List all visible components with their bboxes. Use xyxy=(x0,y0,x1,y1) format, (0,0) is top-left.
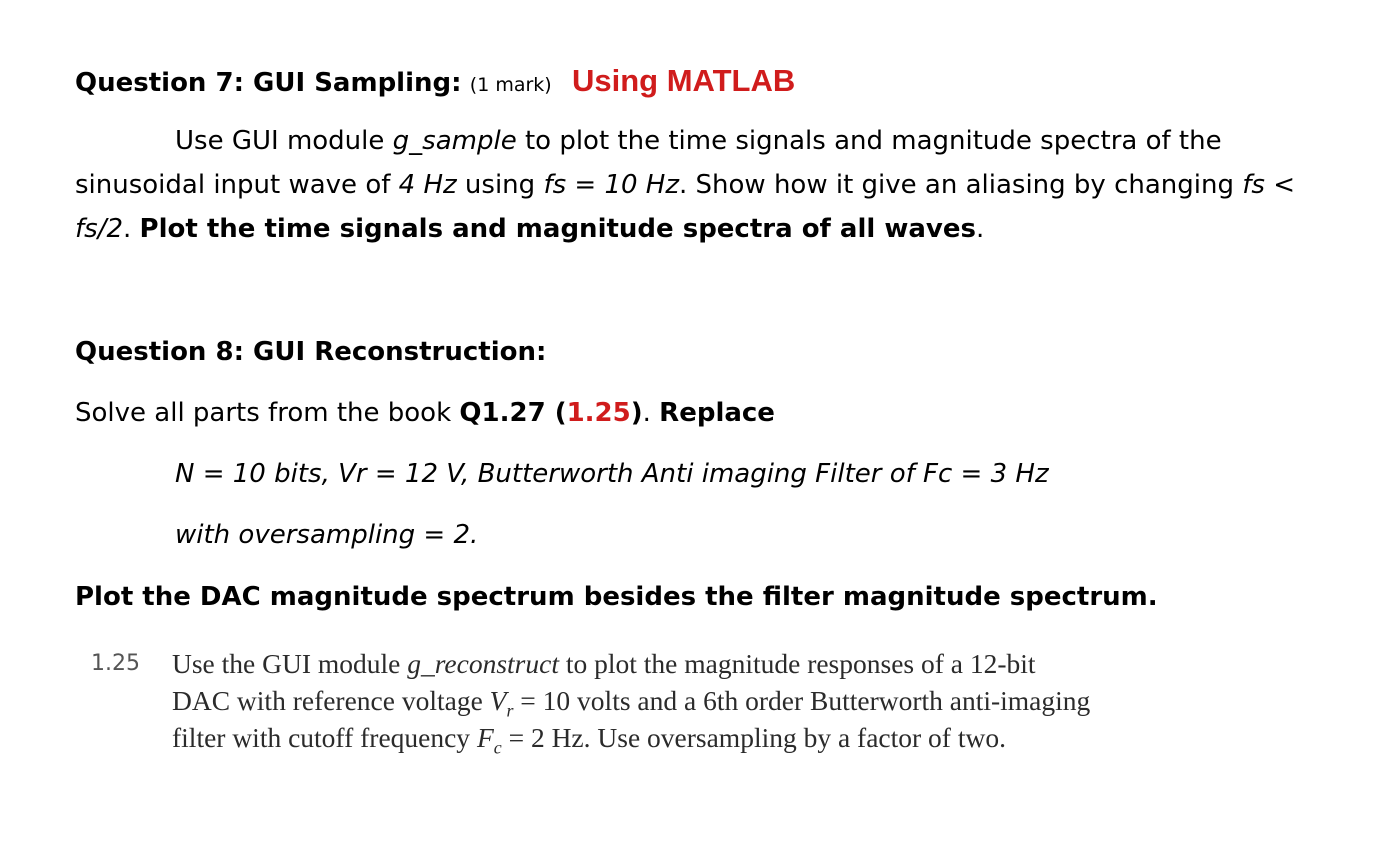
q7-module-name: g_sample xyxy=(392,126,517,156)
book-symbol-v: V xyxy=(489,685,507,716)
q7-paragraph-line-2 xyxy=(75,168,1295,202)
q8-book-ref: ) xyxy=(630,398,643,428)
q8-text: Solve all parts from the book xyxy=(75,398,460,428)
q7-label: Question 7: GUI Sampling: xyxy=(75,68,462,98)
q7-text: . xyxy=(123,214,140,244)
q8-text: . xyxy=(642,398,660,428)
q8-replace: Replace xyxy=(659,398,775,428)
book-symbol-subscript: r xyxy=(506,700,514,721)
q8-parameters-line-2: with oversampling = 2. xyxy=(175,520,479,550)
q7-instruction: Plot the time signals and magnitude spectra of all waves xyxy=(139,214,976,244)
book-module-name: g_reconstruct xyxy=(407,648,559,679)
q7-marks: (1 mark) xyxy=(469,74,552,96)
book-excerpt-line-3 xyxy=(172,719,1006,756)
q7-text: Use GUI module xyxy=(175,126,393,156)
q7-text: . xyxy=(975,214,985,244)
q7-heading xyxy=(75,64,795,102)
q7-paragraph-line-1 xyxy=(175,124,1222,158)
q7-condition: fs < xyxy=(1242,170,1295,200)
book-symbol-f: F xyxy=(476,722,494,753)
book-text: to plot the magnitude responses of a 12-bit xyxy=(558,648,1036,679)
q7-tool-note: Using MATLAB xyxy=(571,63,796,98)
book-text: DAC with reference voltage xyxy=(172,685,490,716)
q8-plot-instruction: Plot the DAC magnitude spectrum besides the filter magnitude spectrum. xyxy=(75,582,1158,612)
book-text: Use the GUI module xyxy=(172,648,408,679)
book-symbol-subscript: c xyxy=(493,737,502,758)
q7-condition: fs/2 xyxy=(75,214,124,244)
q8-parameters-line-1: N = 10 bits, Vr = 12 V, Butterworth Anti imaging Filter of Fc = 3 Hz xyxy=(175,459,1049,489)
q7-text: . Show how it give an aliasing by changing xyxy=(679,170,1243,200)
q7-paragraph-line-3 xyxy=(75,212,984,246)
book-problem-number: 1.25 xyxy=(91,651,140,676)
q7-text: using xyxy=(456,170,544,200)
q7-frequency: 4 Hz xyxy=(398,170,457,200)
book-text: = 2 Hz. Use oversampling by a factor of two. xyxy=(501,722,1006,753)
q8-book-ref-alt: 1.25 xyxy=(566,398,631,428)
book-text: = 10 volts and a 6th order Butterworth anti-imaging xyxy=(513,685,1091,716)
q8-solve-line xyxy=(75,396,775,430)
q8-heading: Question 8: GUI Reconstruction: xyxy=(75,337,547,367)
book-excerpt-line-1 xyxy=(172,645,1036,682)
book-text: filter with cutoff frequency xyxy=(172,722,477,753)
q8-book-ref: Q1.27 ( xyxy=(459,398,567,428)
book-excerpt-line-2 xyxy=(172,682,1090,719)
q7-text: to plot the time signals and magnitude spectra of the xyxy=(516,126,1222,156)
q7-text: sinusoidal input wave of xyxy=(75,170,399,200)
q7-sampling-rate: fs = 10 Hz xyxy=(543,170,679,200)
